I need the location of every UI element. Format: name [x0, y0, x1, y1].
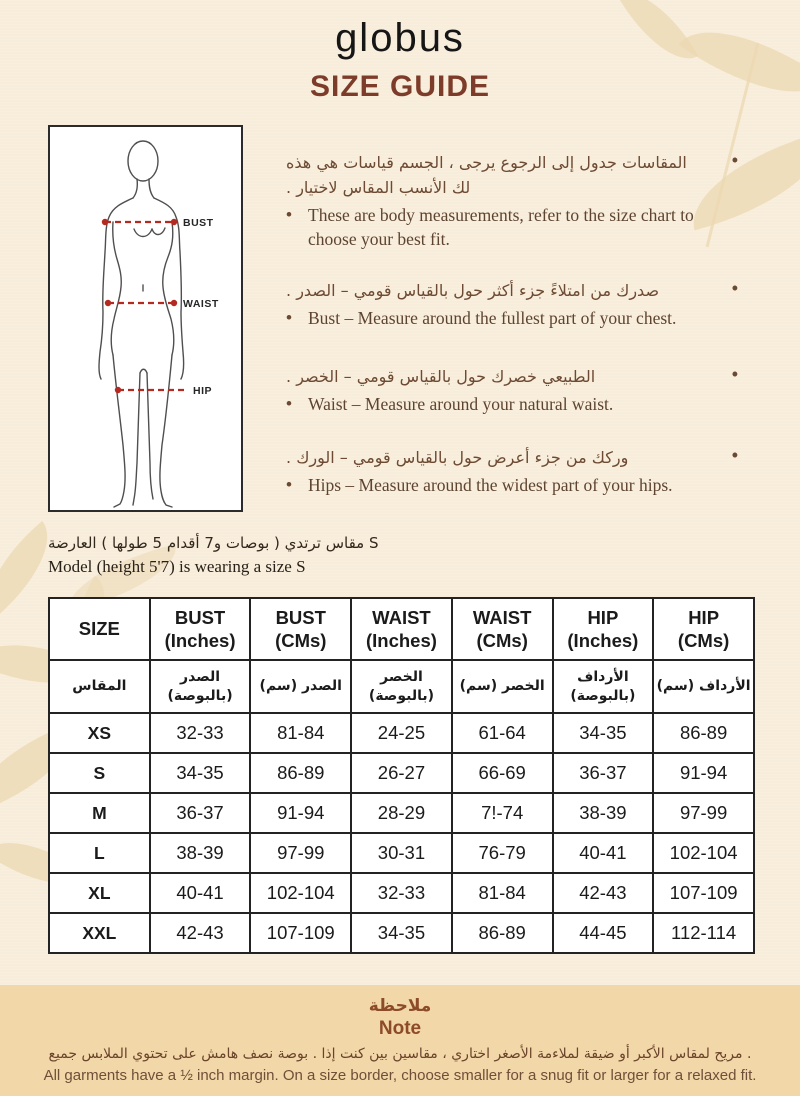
value-cell: 7!-74: [452, 793, 553, 833]
size-cell: XL: [49, 873, 150, 913]
value-cell: 38-39: [150, 833, 251, 873]
size-cell: M: [49, 793, 150, 833]
value-cell: 34-35: [150, 753, 251, 793]
bullet-group: [286, 445, 744, 497]
value-cell: 42-43: [553, 873, 654, 913]
column-header-bust-cms-ar: الصدر (سم): [250, 660, 351, 713]
size-cell: XXL: [49, 913, 150, 953]
body-outline: [99, 141, 184, 507]
model-info-arabic: العارضة ( طولها 5 أقدام و7 بوصات ) ترتدي مقاس S: [48, 534, 379, 552]
column-header-hip-cms: HIP (CMs): [653, 598, 754, 660]
arabic-instruction: . الصدر – قومي بالقياس حول أكثر جزء امتلاءً من صدرك: [286, 281, 660, 300]
bullet-icon: •: [286, 308, 292, 327]
column-header-waist-inches: WAIST (Inches): [351, 598, 452, 660]
bullet-icon: •: [286, 394, 292, 413]
column-header-hip-inches-ar: الأرداف (بالبوصة): [553, 660, 654, 713]
value-cell: 81-84: [452, 873, 553, 913]
bullet-icon: •: [286, 205, 292, 224]
value-cell: 97-99: [250, 833, 351, 873]
column-header-waist-cms-ar: الخصر (سم): [452, 660, 553, 713]
bullet-group: [286, 364, 744, 416]
size-table: [48, 597, 755, 954]
waist-label: WAIST: [183, 298, 219, 310]
column-header-waist-inches-ar: الخصر (بالبوصة): [351, 660, 452, 713]
note-heading-arabic: ملاحظة: [368, 996, 432, 1016]
english-instruction: Hips – Measure around the widest part of your hips.: [308, 475, 673, 495]
value-cell: 107-109: [653, 873, 754, 913]
value-cell: 32-33: [351, 873, 452, 913]
figure-panel: [48, 125, 243, 512]
english-instruction: Bust – Measure around the fullest part of your chest.: [308, 308, 677, 328]
value-cell: 66-69: [452, 753, 553, 793]
bullet-group: [286, 278, 744, 330]
column-header-size: SIZE: [49, 598, 150, 660]
bullet-icon: •: [731, 278, 738, 298]
measurement-labels: [183, 217, 219, 397]
note-section: [0, 985, 800, 1096]
english-instruction: Waist – Measure around your natural waist.: [308, 394, 614, 414]
note-text-english: All garments have a ½ inch margin. On a size border, choose smaller for a snug fit or larger for a relaxed fit.: [43, 1067, 757, 1084]
value-cell: 36-37: [150, 793, 251, 833]
brand-logo: globus: [335, 16, 465, 60]
arabic-instruction: . الورك – قومي بالقياس حول أعرض جزء من وركك: [286, 448, 629, 467]
bullet-icon: •: [731, 445, 738, 465]
value-cell: 102-104: [653, 833, 754, 873]
value-cell: 102-104: [250, 873, 351, 913]
value-cell: 86-89: [250, 753, 351, 793]
value-cell: 86-89: [452, 913, 553, 953]
bullet-icon: •: [731, 364, 738, 384]
value-cell: 34-35: [351, 913, 452, 953]
table-row: [49, 913, 754, 953]
value-cell: 86-89: [653, 713, 754, 753]
value-cell: 30-31: [351, 833, 452, 873]
table-header-row-english: [49, 598, 754, 660]
value-cell: 34-35: [553, 713, 654, 753]
size-cell: L: [49, 833, 150, 873]
column-header-waist-cms: WAIST (CMs): [452, 598, 553, 660]
value-cell: 97-99: [653, 793, 754, 833]
page-title: SIZE GUIDE: [309, 70, 491, 103]
table-row: [49, 793, 754, 833]
model-info-english: Model (height 5'7) is wearing a size S: [48, 557, 306, 576]
value-cell: 81-84: [250, 713, 351, 753]
bullet-icon: •: [731, 150, 738, 170]
arabic-instruction: . لاختيار المقاس الأنسب لك: [286, 178, 471, 197]
value-cell: 32-33: [150, 713, 251, 753]
bullet-icon: •: [286, 475, 292, 494]
value-cell: 76-79: [452, 833, 553, 873]
body-figure-svg: [50, 127, 241, 510]
value-cell: 107-109: [250, 913, 351, 953]
column-header-hip-cms-ar: الأرداف (سم): [653, 660, 754, 713]
table-header-row-arabic: [49, 660, 754, 713]
english-instruction: These are body measurements, refer to the size chart to choose your best fit.: [308, 205, 694, 249]
size-table-body: [49, 713, 754, 953]
value-cell: 91-94: [250, 793, 351, 833]
value-cell: 40-41: [150, 873, 251, 913]
table-row: [49, 833, 754, 873]
value-cell: 36-37: [553, 753, 654, 793]
hip-label: HIP: [193, 385, 213, 397]
value-cell: 26-27: [351, 753, 452, 793]
column-header-bust-inches-ar: الصدر (بالبوصة): [150, 660, 251, 713]
value-cell: 44-45: [553, 913, 654, 953]
note-heading-english: Note: [378, 1018, 422, 1039]
table-row: [49, 713, 754, 753]
value-cell: 28-29: [351, 793, 452, 833]
arabic-instruction: هذه هي قياسات الجسم ، يرجى الرجوع إلى جدول المقاسات: [286, 153, 687, 172]
model-info: [48, 531, 468, 579]
arabic-instruction: . الخصر – قومي بالقياس حول خصرك الطبيعي: [286, 367, 596, 386]
value-cell: 40-41: [553, 833, 654, 873]
bullet-group: [286, 150, 744, 251]
column-header-size-ar: المقاس: [49, 660, 150, 713]
table-row: [49, 873, 754, 913]
column-header-bust-cms: BUST (CMs): [250, 598, 351, 660]
table-row: [49, 753, 754, 793]
size-cell: S: [49, 753, 150, 793]
measurement-guide: [286, 150, 744, 524]
value-cell: 24-25: [351, 713, 452, 753]
size-cell: XS: [49, 713, 150, 753]
value-cell: 112-114: [653, 913, 754, 953]
bust-label: BUST: [183, 217, 214, 229]
value-cell: 42-43: [150, 913, 251, 953]
measurement-dots: [102, 219, 177, 393]
value-cell: 38-39: [553, 793, 654, 833]
note-text-arabic: جميع الملابس تحتوي على هامش نصف بوصة . إذا كنت بين مقاسين ، اختاري الأصغر لملاءمة ضيقة أو الأكبر لمقاس مريح .: [48, 1046, 752, 1062]
column-header-bust-inches: BUST (Inches): [150, 598, 251, 660]
column-header-hip-inches: HIP (Inches): [553, 598, 654, 660]
value-cell: 91-94: [653, 753, 754, 793]
value-cell: 61-64: [452, 713, 553, 753]
